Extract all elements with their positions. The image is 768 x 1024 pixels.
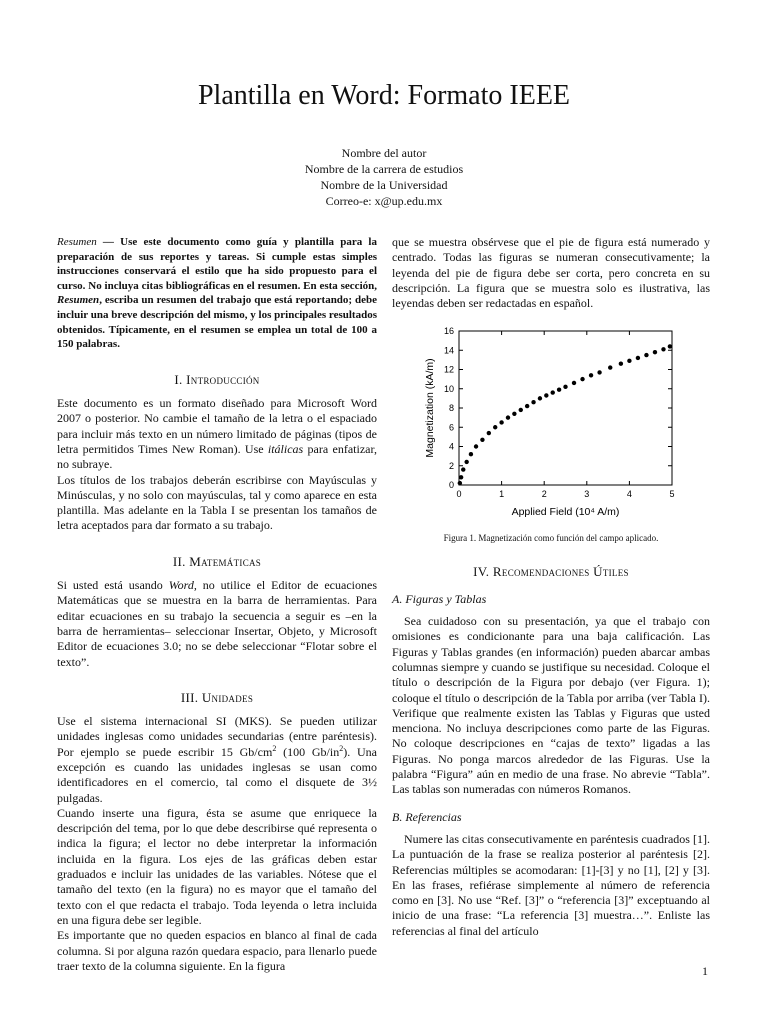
data-point bbox=[608, 366, 612, 370]
data-point bbox=[551, 391, 555, 395]
data-point bbox=[519, 408, 523, 412]
section-title: Matemáticas bbox=[189, 553, 262, 569]
x-tick-label: 3 bbox=[584, 489, 590, 500]
y-tick-label: 0 bbox=[448, 480, 454, 491]
data-point bbox=[499, 421, 503, 425]
recs-paragraph-b: Numere las citas consecutivamente en paréntesis cuadrados [1]. La puntuación de la frase se realiza posterior al paréntesis [2]. Referencias múltiples se acomodaran: [1]-[3] y no [1], [2] y [3]. En las frases, refiérase simplemente al número de referencia como en [3]. No use “Ref. [3]” o “referencia [3]” exceptuando al inicio de una frase: “La referencia [3] muestra…”. Enliste las referencias al final del artículo bbox=[392, 831, 710, 938]
data-point bbox=[461, 468, 465, 472]
section-number: I. bbox=[174, 371, 183, 387]
data-point bbox=[589, 374, 593, 378]
author-email: Correo-e: x@up.edu.mx bbox=[325, 194, 443, 208]
abstract-dash: — bbox=[96, 236, 121, 248]
intro-paragraph-2: Los títulos de los trabajos deberán escribirse con Mayúsculas y Minúsculas, y no solo con mayúsculas, tal y como aparece en esta plantilla. Mas adelante en la Tabla I se presentan los tamaños de letra aceptados para dar formato a su trabajo. bbox=[57, 472, 377, 533]
abstract-text-1: Use este documento como guía y plantilla para la preparación de sus reportes y tareas. Si cumple estas simples instrucciones conservará el estilo que ha sido propuesto para el curso. No incluya citas bibliográficas en el resumen. En esta sección, bbox=[57, 236, 377, 292]
section-number: III. bbox=[180, 689, 199, 705]
abstract-text-2: , escriba un resumen del trabajo que está reportando; debe incluir una breve descripción del mismo, y los principales resultados obtenidos. Típicamente, en el resumen se emplea un total de 100 a 150 palabras. bbox=[57, 294, 377, 351]
right-column bbox=[392, 235, 710, 939]
y-axis-label: Magnetization (kA/m) bbox=[424, 358, 436, 459]
data-point bbox=[644, 353, 648, 357]
data-point bbox=[538, 397, 542, 401]
data-point bbox=[580, 377, 584, 381]
units-paragraph-3: Es importante que no queden espacios en blanco al final de cada columna. Si por alguna razón quedara espacio, para llenarlo puede traer texto de la columna siguiente. En la figura bbox=[57, 928, 377, 973]
data-point bbox=[627, 359, 631, 363]
section-title: Introducción bbox=[186, 371, 260, 387]
data-point bbox=[469, 452, 473, 456]
y-tick-label: 4 bbox=[448, 441, 454, 452]
units-text-a: Use el sistema internacional SI (MKS). Se pueden utilizar unidades inglesas como unidades secundarias (entre paréntesis). Por ejemplo se puede escribir 15 Gb/cm bbox=[57, 714, 377, 759]
page-number: 1 bbox=[702, 964, 708, 978]
units-text-b: (100 Gb/in bbox=[276, 744, 340, 759]
x-tick-label: 1 bbox=[499, 489, 505, 500]
author-university: Nombre de la Universidad bbox=[320, 178, 448, 192]
data-point bbox=[474, 445, 478, 449]
magnetization-chart bbox=[392, 323, 710, 533]
data-point bbox=[563, 385, 567, 389]
data-point bbox=[487, 431, 491, 435]
y-tick-label: 6 bbox=[448, 422, 454, 433]
section-heading-units bbox=[57, 690, 377, 705]
units-sup-2: 2 bbox=[339, 743, 344, 753]
x-axis-label: Applied Field (10⁴ A/m) bbox=[511, 506, 620, 519]
units-paragraph-1 bbox=[57, 714, 377, 806]
intro-italic: itálicas bbox=[267, 441, 304, 456]
section-number: II. bbox=[172, 553, 186, 569]
section-title: Unidades bbox=[201, 689, 254, 705]
subsection-heading-b: B. Referencias bbox=[392, 809, 462, 824]
data-point bbox=[597, 371, 601, 375]
math-text-a: Si usted está usando bbox=[57, 578, 169, 593]
math-paragraph-1 bbox=[57, 578, 377, 670]
intro-paragraph-1 bbox=[57, 396, 377, 472]
data-point bbox=[493, 426, 497, 430]
abstract-italic: Resumen bbox=[57, 294, 100, 307]
data-point bbox=[464, 460, 468, 464]
section-heading-math bbox=[57, 554, 377, 569]
data-point bbox=[572, 381, 576, 385]
right-intro-paragraph: que se muestra obsérvese que el pie de figura está numerado y centrado. Todas las figuras se numeran consecutivamente; la leyenda del pie de figura debe ser corta, pero concreta en su descripción. La figura que se muestra solo es ilustrativa, las leyendas deben ser redactadas en español. bbox=[392, 235, 710, 311]
data-point bbox=[636, 356, 640, 360]
data-point bbox=[480, 438, 484, 442]
data-point bbox=[459, 476, 463, 480]
section-title: Recomendaciones Útiles bbox=[492, 564, 629, 580]
section-heading-intro bbox=[57, 372, 377, 387]
recs-paragraph-a: Sea cuidadoso con su presentación, ya que el trabajo con omisiones es condicionante para una baja calificación. Las Figuras y Tablas grandes (en información) pueden abarcar ambas columnas siempre y cuando se justifique su necesidad. Coloque el título o descripción de la Figura por debajo (ver Figura. 1); coloque el título o descripción de la Tabla por arriba (ver Tabla I). Verifique que realmente existen las Tablas y Figuras que usted menciona. No incluya descripciones como parte de las Figuras. No coloque descripciones en “cajas de texto” ligadas a las Figuras. No ponga marcos alrededor de las Figuras. Use la palabra “Figura” aún en medio de una frase. No abrevie “Tabla”. Las tablas son numeradas con números Romanos. bbox=[392, 614, 710, 797]
intro-text-a: Este documento es un formato diseñado para Microsoft Word 2007 o posterior. No cambie el tamaño de la letra o el espaciado para incluir más texto en un número limitado de páginas (tipos de letra permitidos Times New Roman). Use bbox=[57, 396, 377, 456]
y-tick-label: 2 bbox=[448, 461, 454, 472]
subsection-heading-a: A. Figuras y Tablas bbox=[392, 591, 487, 606]
data-point bbox=[557, 388, 561, 392]
math-text-b: no utilice el Editor de ecuaciones Matemáticas que se muestra en la barra de herramientas. Para editar ecuaciones en su trabajo la secuencia a seguir es –en la barra de herramientas– seleccionar Insertar, Objeto, y Microsoft Editor de ecuaciones 3.0; no se debe seleccionar “Flotar sobre el texto”. bbox=[57, 578, 377, 669]
y-tick-label: 12 bbox=[443, 364, 454, 375]
data-point bbox=[661, 348, 665, 352]
paper-title: Plantilla en Word: Formato IEEE bbox=[197, 80, 571, 111]
x-tick-label: 0 bbox=[456, 489, 462, 500]
x-tick-label: 2 bbox=[541, 489, 547, 500]
abstract bbox=[57, 235, 377, 352]
data-point bbox=[512, 412, 516, 416]
y-tick-label: 14 bbox=[443, 345, 454, 356]
data-point bbox=[668, 345, 672, 349]
x-tick-label: 5 bbox=[669, 489, 675, 500]
y-tick-label: 8 bbox=[448, 403, 454, 414]
data-point bbox=[653, 350, 657, 354]
abstract-label: Resumen bbox=[57, 236, 97, 248]
author-name: Nombre del autor bbox=[341, 146, 427, 160]
data-point bbox=[619, 362, 623, 366]
units-sup-1: 2 bbox=[272, 743, 277, 753]
section-heading-recs bbox=[392, 564, 710, 579]
section-number: IV. bbox=[473, 564, 490, 580]
x-tick-label: 4 bbox=[626, 489, 632, 500]
data-point bbox=[458, 481, 462, 485]
left-column bbox=[57, 235, 377, 974]
figure-1 bbox=[392, 323, 710, 533]
data-point bbox=[525, 404, 529, 408]
math-italic: Word, bbox=[168, 578, 197, 593]
data-point bbox=[544, 394, 548, 398]
plot-frame bbox=[459, 331, 672, 485]
author-block bbox=[0, 145, 768, 209]
data-point bbox=[506, 416, 510, 420]
data-point bbox=[531, 401, 535, 405]
figure-caption: Figura 1. Magnetización como función del campo aplicado. bbox=[443, 533, 659, 544]
y-tick-label: 10 bbox=[443, 384, 454, 395]
units-paragraph-2: Cuando inserte una figura, ésta se asume que enriquece la descripción del tema, por lo que debe describirse qué representa o indica la figura; el lector no debe interpretar la información incluida en la figura. Los ejes de las gráficas deben estar graduados e incluir las unidades de las variables. Nótese que el tamaño del texto (en la figura) no es mayor que el tamaño del texto con el que redacta el trabajo. Toda leyenda o letra incluida en una figura debe ser legible. bbox=[57, 805, 377, 927]
intro-text-b: para enfatizar, no subraye. bbox=[57, 441, 377, 472]
units-text-c: ). Una excepción es cuando las unidades inglesas se usan como identificadores en el comercio, tal como el disquete de 3½ pulgadas. bbox=[57, 744, 377, 805]
author-program: Nombre de la carrera de estudios bbox=[304, 162, 464, 176]
y-tick-label: 16 bbox=[443, 326, 454, 337]
